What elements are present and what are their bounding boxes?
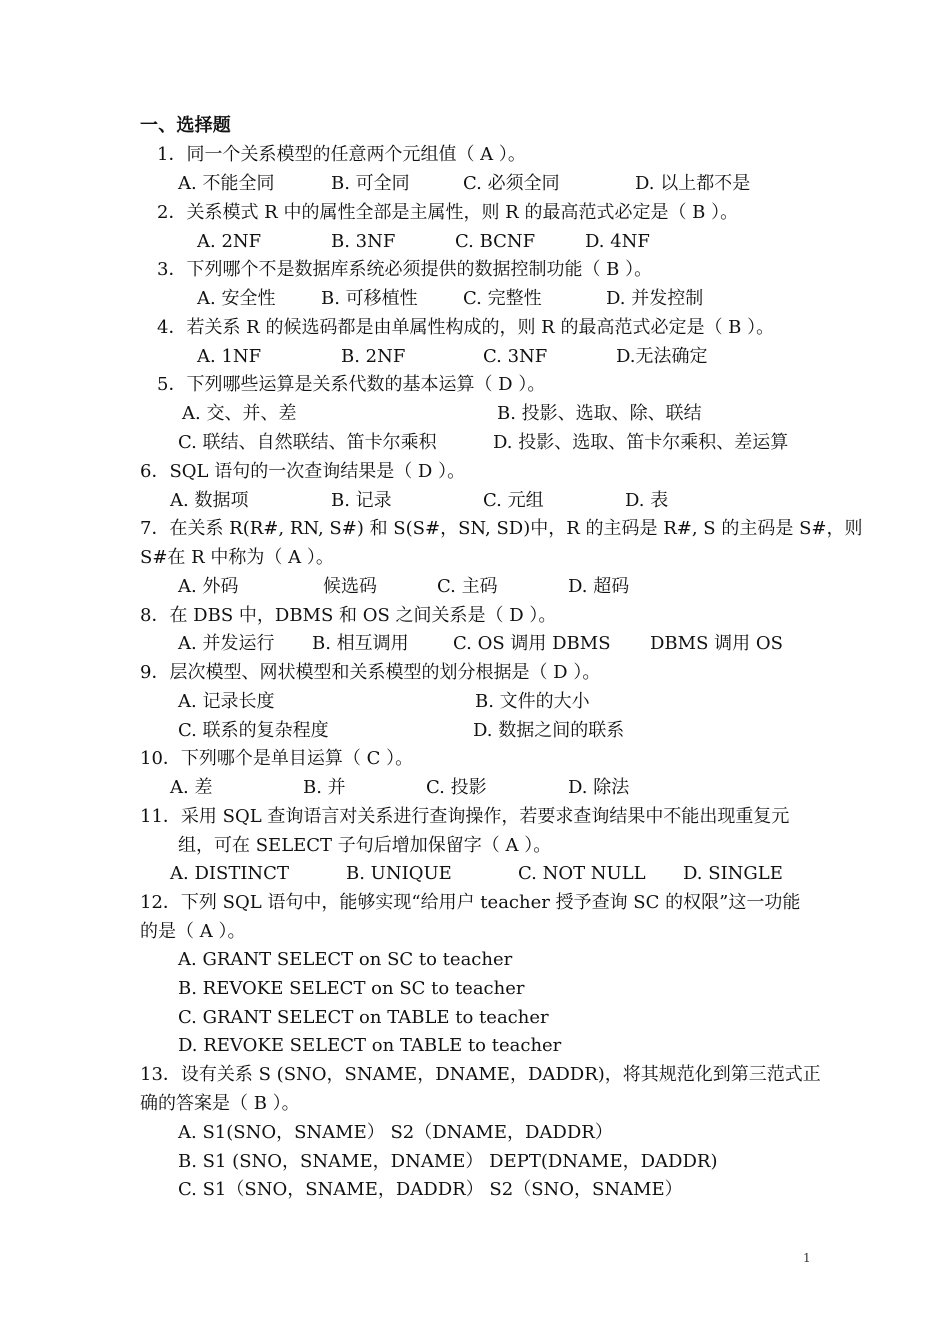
question-12-option-b: B. REVOKE SELECT on SC to teacher — [178, 978, 525, 999]
question-9 — [140, 661, 600, 685]
question-8-options — [0, 632, 950, 656]
question-12-option-a: A. GRANT SELECT on SC to teacher — [178, 949, 513, 970]
question-6 — [140, 460, 465, 484]
question-11-options — [0, 862, 950, 886]
question-6-option-c: C. 元组 — [483, 490, 544, 511]
question-1-option-a: A. 不能全同 — [178, 173, 275, 194]
question-5 — [157, 373, 545, 397]
question-11-text-line-2: 组，可在 SELECT 子句后增加保留字（ A ）。 — [178, 835, 552, 856]
question-2-options — [0, 230, 950, 254]
question-12-text-line-1: 12．下列 SQL 语句中，能够实现“给用户 teacher 授予查询 SC 的权限”这一功能 — [140, 892, 801, 913]
question-10-options — [0, 776, 950, 800]
question-7-option-d: D. 超码 — [568, 576, 630, 597]
question-3-option-d: D. 并发控制 — [606, 288, 704, 309]
question-7-text-line-1: 7．在关系 R(R#, RN, S#) 和 S(S#，SN, SD)中，R 的主码是 R#, S 的主码是 S#，则 — [140, 518, 863, 539]
question-8-option-d: DBMS 调用 OS — [650, 633, 783, 654]
question-7-option-c: C. 主码 — [437, 576, 498, 597]
page-number: 1 — [803, 1251, 811, 1265]
question-11-text-line-1: 11．采用 SQL 查询语言对关系进行查询操作，若要求查询结果中不能出现重复元 — [140, 806, 790, 827]
question-1-option-d: D. 以上都不是 — [635, 173, 751, 194]
question-11-line-1 — [140, 805, 789, 829]
question-8-option-c: C. OS 调用 DBMS — [453, 633, 611, 654]
question-9-option-c: C. 联系的复杂程度 — [178, 720, 329, 741]
question-10-text: 10．下列哪个是单目运算（ C ）。 — [140, 748, 414, 769]
question-12-option-d: D. REVOKE SELECT on TABLE to teacher — [178, 1035, 562, 1056]
question-10-option-c: C. 投影 — [426, 777, 487, 798]
question-8-option-b: B. 相互调用 — [312, 633, 409, 654]
question-3-option-b: B. 可移植性 — [321, 288, 418, 309]
question-7-option-a: A. 外码 — [178, 576, 239, 597]
question-2-option-c: C. BCNF — [455, 231, 536, 252]
question-3 — [157, 258, 652, 282]
question-8 — [140, 604, 556, 628]
question-11-option-d: D. SINGLE — [683, 863, 783, 884]
question-11-option-a: A. DISTINCT — [170, 863, 289, 884]
question-3-options — [0, 287, 950, 311]
question-2 — [157, 201, 738, 225]
question-1-text: 1．同一个关系模型的任意两个元组值（ A ）。 — [157, 144, 526, 165]
question-7-text-line-2: S#在 R 中称为（ A ）。 — [140, 547, 334, 568]
question-5-options-row-2 — [0, 431, 950, 455]
question-12-line-1 — [140, 891, 800, 915]
question-6-option-b: B. 记录 — [331, 490, 392, 511]
question-4-text: 4．若关系 R 的候选码都是由单属性构成的，则 R 的最高范式必定是（ B ）。 — [157, 317, 775, 338]
question-11-line-2 — [178, 834, 551, 858]
question-8-text: 8．在 DBS 中，DBMS 和 OS 之间关系是（ D ）。 — [140, 605, 557, 626]
question-9-option-a: A. 记录长度 — [178, 691, 275, 712]
question-7-options — [0, 575, 950, 599]
question-5-text: 5．下列哪些运算是关系代数的基本运算（ D ）。 — [157, 374, 546, 395]
question-3-option-a: A. 安全性 — [197, 288, 276, 309]
question-13-line-2 — [140, 1092, 300, 1116]
question-9-option-d: D. 数据之间的联系 — [473, 720, 625, 741]
question-2-option-b: B. 3NF — [331, 231, 396, 252]
question-11-option-b: B. UNIQUE — [346, 863, 452, 884]
question-4-option-b: B. 2NF — [341, 346, 406, 367]
question-4 — [157, 316, 774, 340]
question-7-line-2 — [140, 546, 334, 570]
question-5-options-row-1 — [0, 402, 950, 426]
question-11-option-c: C. NOT NULL — [518, 863, 646, 884]
question-10-option-a: A. 差 — [170, 777, 213, 798]
question-13-option-b: B. S1 (SNO，SNAME，DNAME） DEPT(DNAME，DADDR) — [178, 1151, 718, 1172]
question-12-line-2 — [140, 920, 245, 944]
question-2-text: 2．关系模式 R 中的属性全部是主属性，则 R 的最高范式必定是（ B ）。 — [157, 202, 739, 223]
question-4-option-c: C. 3NF — [483, 346, 548, 367]
question-7-line-1 — [140, 517, 863, 541]
question-6-options — [0, 489, 950, 513]
question-2-option-d: D. 4NF — [585, 231, 650, 252]
question-13-line-1 — [140, 1063, 821, 1087]
question-6-option-a: A. 数据项 — [170, 490, 249, 511]
question-6-text: 6．SQL 语句的一次查询结果是（ D ）。 — [140, 461, 466, 482]
question-13-option-a: A. S1(SNO，SNAME） S2（DNAME，DADDR） — [178, 1122, 613, 1143]
question-1-option-c: C. 必须全同 — [463, 173, 560, 194]
question-1 — [157, 143, 526, 167]
question-10 — [140, 747, 413, 771]
question-9-options-row-1 — [0, 690, 950, 714]
question-4-option-d: D.无法确定 — [616, 346, 708, 367]
question-1-option-b: B. 可全同 — [331, 173, 410, 194]
question-2-option-a: A. 2NF — [197, 231, 262, 252]
question-12-option-c: C. GRANT SELECT on TABLE to teacher — [178, 1007, 549, 1028]
question-13-text-line-2: 确的答案是（ B ）。 — [140, 1093, 300, 1114]
question-5-option-c: C. 联结、自然联结、笛卡尔乘积 — [178, 432, 437, 453]
question-1-options — [0, 172, 950, 196]
question-12-text-line-2: 的是（ A ）。 — [140, 921, 246, 942]
question-10-option-d: D. 除法 — [568, 777, 630, 798]
question-3-option-c: C. 完整性 — [463, 288, 542, 309]
question-8-option-a: A. 并发运行 — [178, 633, 275, 654]
section-title: 一、选择题 — [140, 115, 231, 136]
question-9-options-row-2 — [0, 719, 950, 743]
question-13-option-c: C. S1（SNO，SNAME，DADDR） S2（SNO，SNAME） — [178, 1179, 683, 1200]
question-7-option-b: 候选码 — [323, 576, 377, 597]
question-10-option-b: B. 并 — [303, 777, 346, 798]
question-9-text: 9．层次模型、网状模型和关系模型的划分根据是（ D ）。 — [140, 662, 601, 683]
question-13-text-line-1: 13．设有关系 S (SNO，SNAME，DNAME，DADDR)，将其规范化到第三范式正 — [140, 1064, 821, 1085]
question-5-option-d: D. 投影、选取、笛卡尔乘积、差运算 — [493, 432, 789, 453]
question-4-option-a: A. 1NF — [197, 346, 262, 367]
question-9-option-b: B. 文件的大小 — [475, 691, 590, 712]
question-5-option-b: B. 投影、选取、除、联结 — [497, 403, 702, 424]
question-5-option-a: A. 交、并、差 — [182, 403, 297, 424]
question-6-option-d: D. 表 — [625, 490, 669, 511]
question-4-options — [0, 345, 950, 369]
question-3-text: 3．下列哪个不是数据库系统必须提供的数据控制功能（ B ）。 — [157, 259, 653, 280]
